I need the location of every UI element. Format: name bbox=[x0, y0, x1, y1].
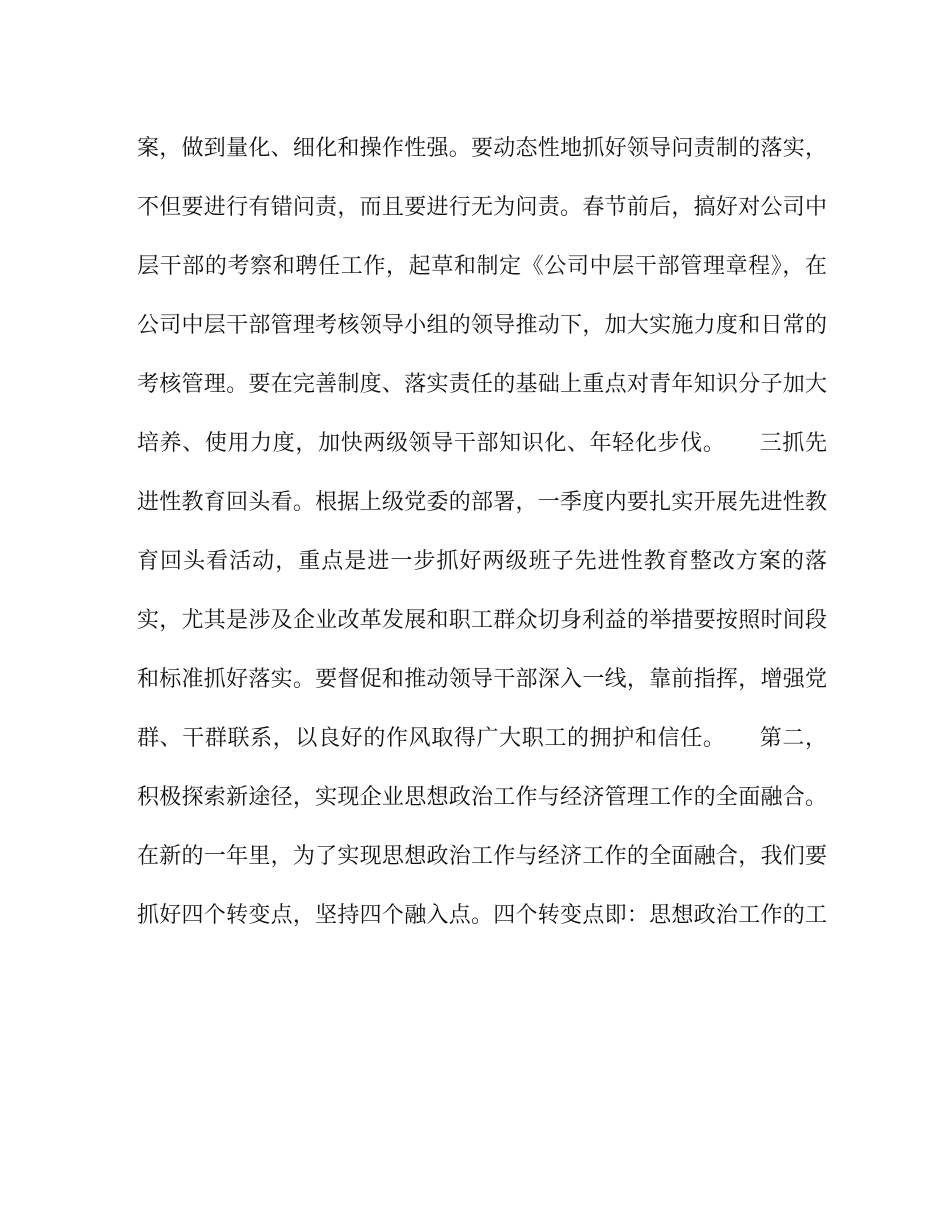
text-line: 抓好四个转变点，坚持四个融入点。四个转变点即：思想政治工作的工 bbox=[137, 903, 827, 928]
text-line: 实，尤其是涉及企业改革发展和职工群众切身利益的举措要按照时间段 bbox=[137, 608, 827, 633]
text-line: 公司中层干部管理考核领导小组的领导推动下，加大实施力度和日常的 bbox=[137, 313, 827, 338]
text-line: 在新的一年里，为了实现思想政治工作与经济工作的全面融合，我们要 bbox=[137, 844, 827, 869]
text-line: 进性教育回头看。根据上级党委的部署，一季度内要扎实开展先进性教 bbox=[137, 490, 827, 515]
text-line: 积极探索新途径，实现企业思想政治工作与经济管理工作的全面融合。 bbox=[137, 785, 827, 810]
text-line: 培养、使用力度，加快两级领导干部知识化、年轻化步伐。 三抓先 bbox=[137, 431, 827, 456]
text-line: 考核管理。要在完善制度、落实责任的基础上重点对青年知识分子加大 bbox=[137, 372, 827, 397]
text-line: 群、干群联系，以良好的作风取得广大职工的拥护和信任。 第二， bbox=[137, 726, 827, 751]
body-text bbox=[137, 119, 827, 945]
text-line: 案，做到量化、细化和操作性强。要动态性地抓好领导问责制的落实， bbox=[137, 136, 827, 161]
text-line: 不但要进行有错问责，而且要进行无为问责。春节前后，搞好对公司中 bbox=[137, 195, 827, 220]
text-line: 和标准抓好落实。要督促和推动领导干部深入一线，靠前指挥，增强党 bbox=[137, 667, 827, 692]
text-line: 育回头看活动，重点是进一步抓好两级班子先进性教育整改方案的落 bbox=[137, 549, 827, 574]
text-line: 层干部的考察和聘任工作，起草和制定《公司中层干部管理章程》，在 bbox=[137, 254, 827, 279]
